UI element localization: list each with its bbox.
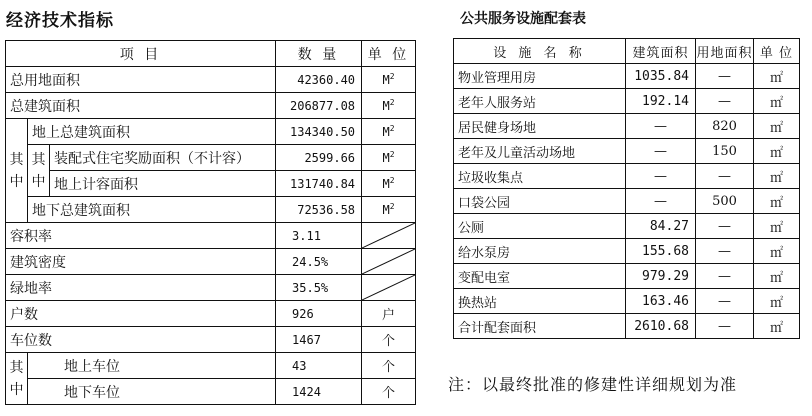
table-row (454, 264, 800, 289)
facility-area: — (626, 189, 696, 214)
facility-name: 给水泵房 (454, 239, 626, 264)
table-row (6, 301, 416, 327)
row-value: 134340.50 (276, 119, 362, 145)
facility-unit: ㎡ (754, 89, 800, 114)
row-label: 地上总建筑面积 (28, 119, 276, 145)
table-row (454, 314, 800, 339)
row-unit: 户 (362, 301, 416, 327)
empty-unit-diagonal (362, 275, 416, 301)
facility-name: 老年人服务站 (454, 89, 626, 114)
facility-land: — (696, 164, 754, 189)
facility-name: 换热站 (454, 289, 626, 314)
table-header-row (454, 39, 800, 64)
table-row (454, 164, 800, 189)
header-item: 项 目 (6, 41, 276, 67)
side-label-qizhong: 其 中 (6, 119, 28, 223)
row-label: 地下车位 (28, 379, 276, 405)
facility-land: — (696, 314, 754, 339)
row-value: 42360.40 (276, 67, 362, 93)
header-unit: 单 位 (754, 39, 800, 64)
facility-name: 老年及儿童活动场地 (454, 139, 626, 164)
facility-unit: ㎡ (754, 289, 800, 314)
table-row (454, 89, 800, 114)
row-label: 绿地率 (6, 275, 276, 301)
row-value: 1467 (276, 327, 362, 353)
side-label-qizhong-inner: 其 中 (28, 145, 50, 197)
facility-land: — (696, 264, 754, 289)
row-value: 43 (276, 353, 362, 379)
facility-area: 979.29 (626, 264, 696, 289)
facility-land: 500 (696, 189, 754, 214)
public-facilities-title: 公共服务设施配套表 (460, 11, 586, 27)
row-unit: $M^2$ (362, 171, 416, 197)
facility-name: 垃圾收集点 (454, 164, 626, 189)
row-unit: $M^2$ (362, 197, 416, 223)
table-row (6, 327, 416, 353)
table-row (454, 64, 800, 89)
row-label: 地上车位 (28, 353, 276, 379)
facility-name: 物业管理用房 (454, 64, 626, 89)
facility-unit: ㎡ (754, 64, 800, 89)
row-value: 131740.84 (276, 171, 362, 197)
facility-unit: ㎡ (754, 189, 800, 214)
row-label: 装配式住宅奖励面积（不计容） (50, 145, 276, 171)
facility-area: — (626, 114, 696, 139)
table-row (6, 353, 416, 379)
header-unit: 单 位 (362, 41, 416, 67)
row-unit: $M^2$ (362, 119, 416, 145)
facility-area: — (626, 164, 696, 189)
row-unit: $M^2$ (362, 93, 416, 119)
facility-name: 口袋公园 (454, 189, 626, 214)
header-land: 用地面积 (696, 39, 754, 64)
table-row (6, 379, 416, 405)
facility-land: — (696, 289, 754, 314)
econ-indicators-table (5, 40, 416, 405)
facility-land: — (696, 64, 754, 89)
table-row (454, 239, 800, 264)
public-facilities-table (453, 38, 800, 339)
facility-land: 150 (696, 139, 754, 164)
facility-unit: ㎡ (754, 314, 800, 339)
row-value: 206877.08 (276, 93, 362, 119)
facility-name: 合计配套面积 (454, 314, 626, 339)
table-row (454, 189, 800, 214)
empty-unit-diagonal (362, 223, 416, 249)
row-value: 72536.58 (276, 197, 362, 223)
table-row (454, 114, 800, 139)
table-row (454, 289, 800, 314)
facility-name: 变配电室 (454, 264, 626, 289)
table-row (6, 93, 416, 119)
facility-unit: ㎡ (754, 164, 800, 189)
facility-area: 155.68 (626, 239, 696, 264)
row-value: 3.11 (276, 223, 362, 249)
row-unit: 个 (362, 379, 416, 405)
table-row (6, 67, 416, 93)
facility-area: — (626, 139, 696, 164)
row-unit: $M^2$ (362, 145, 416, 171)
table-row (6, 275, 416, 301)
row-label: 地下总建筑面积 (28, 197, 276, 223)
table-row (6, 171, 416, 197)
row-label: 车位数 (6, 327, 276, 353)
row-value: 24.5% (276, 249, 362, 275)
row-unit: 个 (362, 327, 416, 353)
table-row (6, 223, 416, 249)
facility-name: 公厕 (454, 214, 626, 239)
facilities-body (454, 64, 800, 339)
facility-land: — (696, 239, 754, 264)
facility-area: 2610.68 (626, 314, 696, 339)
row-unit: $M^2$ (362, 67, 416, 93)
table-row (6, 145, 416, 171)
econ-indicators-title: 经济技术指标 (6, 11, 114, 31)
table-row (454, 214, 800, 239)
facility-area: 84.27 (626, 214, 696, 239)
header-qty: 数 量 (276, 41, 362, 67)
facility-unit: ㎡ (754, 239, 800, 264)
facility-land: — (696, 214, 754, 239)
facility-unit: ㎡ (754, 214, 800, 239)
facility-unit: ㎡ (754, 264, 800, 289)
row-label: 地上计容面积 (50, 171, 276, 197)
facility-land: 820 (696, 114, 754, 139)
table-row (6, 197, 416, 223)
row-label: 总用地面积 (6, 67, 276, 93)
facility-name: 居民健身场地 (454, 114, 626, 139)
table-row (454, 139, 800, 164)
row-value: 1424 (276, 379, 362, 405)
row-label: 总建筑面积 (6, 93, 276, 119)
row-label: 户数 (6, 301, 276, 327)
row-value: 2599.66 (276, 145, 362, 171)
header-area: 建筑面积 (626, 39, 696, 64)
facility-area: 1035.84 (626, 64, 696, 89)
row-label: 容积率 (6, 223, 276, 249)
empty-unit-diagonal (362, 249, 416, 275)
footnote: 注：以最终批准的修建性详细规划为准 (448, 375, 738, 394)
row-value: 35.5% (276, 275, 362, 301)
header-name: 设 施 名 称 (454, 39, 626, 64)
facility-unit: ㎡ (754, 139, 800, 164)
table-row (6, 119, 416, 145)
table-header-row (6, 41, 416, 67)
facility-land: — (696, 89, 754, 114)
facility-unit: ㎡ (754, 114, 800, 139)
row-unit: 个 (362, 353, 416, 379)
row-label: 建筑密度 (6, 249, 276, 275)
facility-area: 192.14 (626, 89, 696, 114)
side-label-parking: 其 中 (6, 353, 28, 405)
facility-area: 163.46 (626, 289, 696, 314)
row-value: 926 (276, 301, 362, 327)
table-row (6, 249, 416, 275)
